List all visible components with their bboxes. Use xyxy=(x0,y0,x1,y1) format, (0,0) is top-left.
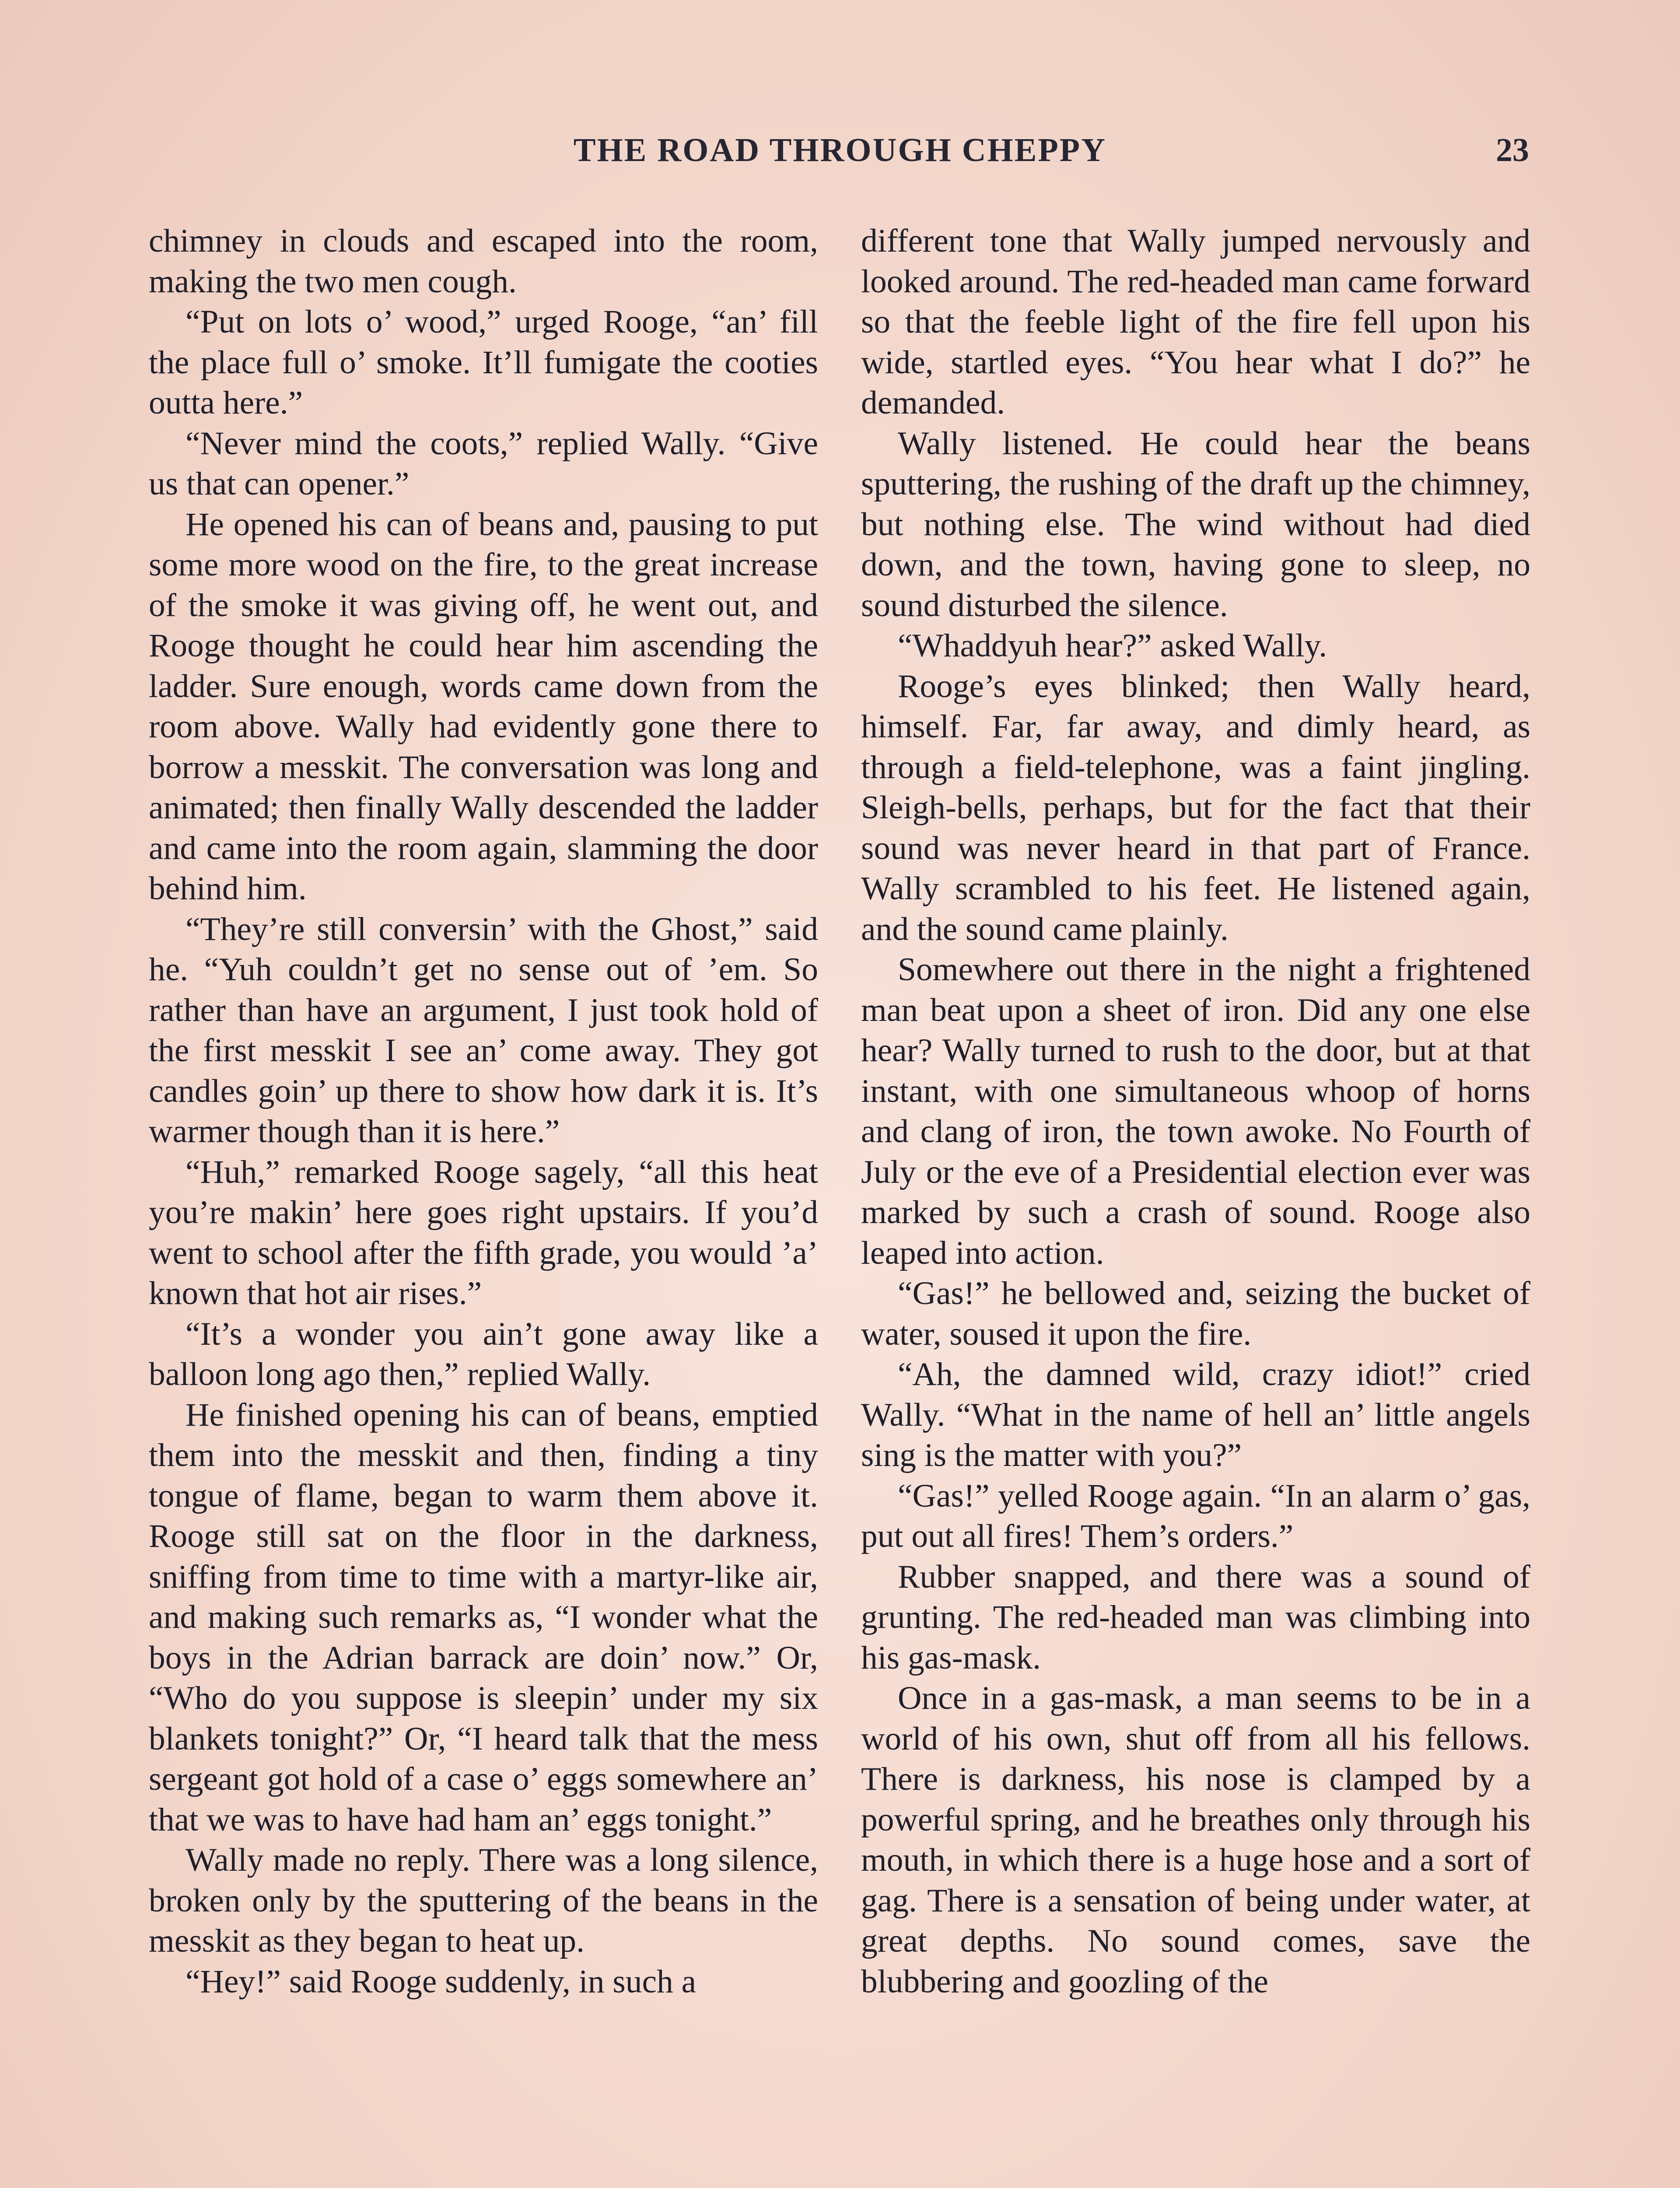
right-text-column xyxy=(861,221,1530,2002)
paragraph: Once in a gas-mask, a man seems to be in a world of his own, shut off from all his fellows. There is darkness, his nose is clamped by a powerful spring, and he breathes only through his mouth, in which there is a huge hose and a sort of gag. There is a sensation of being under water, at great depths. No sound comes, save the blubbering and goozling of the xyxy=(861,1680,1530,2000)
paragraph: “It’s a wonder you ain’t gone away like a balloon long ago then,” replied Wally. xyxy=(149,1315,818,1392)
paragraph: “Hey!” said Rooge suddenly, in such a xyxy=(186,1963,696,2000)
paragraph: Wally made no reply. There was a long silence, broken only by the sputtering of the beans in the messkit as they began to heat up. xyxy=(149,1842,818,1959)
page-number: 23 xyxy=(1496,132,1529,168)
paragraph: “Ah, the damned wild, crazy idiot!” cried Wally. “What in the name of hell an’ little angels sing is the matter with you?” xyxy=(861,1356,1530,1473)
running-title: THE ROAD THROUGH CHEPPY xyxy=(573,132,1107,168)
left-text-column xyxy=(149,221,818,2002)
paragraph: “Huh,” remarked Rooge sagely, “all this heat you’re makin’ here goes right upstairs. If you’d went to school after the fifth grade, you would ’a’ known that hot air rises.” xyxy=(149,1154,818,1311)
paragraph: “Put on lots o’ wood,” urged Rooge, “an’ fill the place full o’ smoke. It’ll fumigate the cooties outta here.” xyxy=(149,304,818,421)
paragraph: chimney in clouds and escaped into the room, making the two men cough. xyxy=(149,223,818,300)
paragraph: different tone that Wally jumped nervously and looked around. The red-headed man came forward so that the feeble light of the fire fell upon his wide, startled eyes. “You hear what I do?” he demanded. xyxy=(861,223,1530,421)
paragraph: He opened his can of beans and, pausing to put some more wood on the fire, to the great increase of the smoke it was giving off, he went out, and Rooge thought he could hear him ascending the ladder. Sure enough, words came down from the room above. Wally had evidently gone there to borrow a messkit. The conversation was long and animated; then finally Wally descended the ladder and came into the room again, slamming the door behind him. xyxy=(149,506,818,907)
paragraph: He finished opening his can of beans, emptied them into the messkit and then, finding a tiny tongue of flame, began to warm them above it. Rooge still sat on the floor in the darkness, sniffing from time to time with a martyr-like air, and making such remarks as, “I wonder what the boys in the Adrian barrack are doin’ now.” Or, “Who do you suppose is sleepin’ under my six blankets tonight?” Or, “I heard talk that the mess sergeant got hold of a case o’ eggs somewhere an’ that we was to have had ham an’ eggs tonight.” xyxy=(149,1396,818,1838)
paragraph: “They’re still conversin’ with the Ghost,” said he. “Yuh couldn’t get no sense out of ’em. So rather than have an argument, I just took hold of the first messkit I see an’ come away. They got candles goin’ up there to show how dark it is. It’s warmer though than it is here.” xyxy=(149,911,818,1150)
paragraph: “Gas!” he bellowed and, seizing the bucket of water, soused it upon the fire. xyxy=(861,1275,1530,1352)
paragraph: Rooge’s eyes blinked; then Wally heard, himself. Far, far away, and dimly heard, as through a field-telephone, was a faint jingling. Sleigh-bells, perhaps, but for the fact that their sound was never heard in that part of France. Wally scrambled to his feet. He listened again, and the sound came plainly. xyxy=(861,668,1530,947)
paragraph: “Whaddyuh hear?” asked Wally. xyxy=(898,628,1327,664)
paragraph: “Never mind the coots,” replied Wally. “Give us that can opener.” xyxy=(149,425,818,502)
paragraph: Somewhere out there in the night a frightened man beat upon a sheet of iron. Did any one else hear? Wally turned to rush to the door, but at that instant, with one simultaneous whoop of horns and clang of iron, the town awoke. No Fourth of July or the eve of a Presidential election ever was marked by such a crash of sound. Rooge also leaped into action. xyxy=(861,951,1530,1271)
paragraph: Wally listened. He could hear the beans sputtering, the rushing of the draft up the chimney, but nothing else. The wind without had died down, and the town, having gone to sleep, no sound disturbed the silence. xyxy=(861,425,1530,624)
paragraph: Rubber snapped, and there was a sound of grunting. The red-headed man was climbing into his gas-mask. xyxy=(861,1558,1530,1676)
paragraph: “Gas!” yelled Rooge again. “In an alarm o’ gas, put out all fires! Them’s orders.” xyxy=(861,1477,1530,1554)
page-header xyxy=(0,131,1680,184)
